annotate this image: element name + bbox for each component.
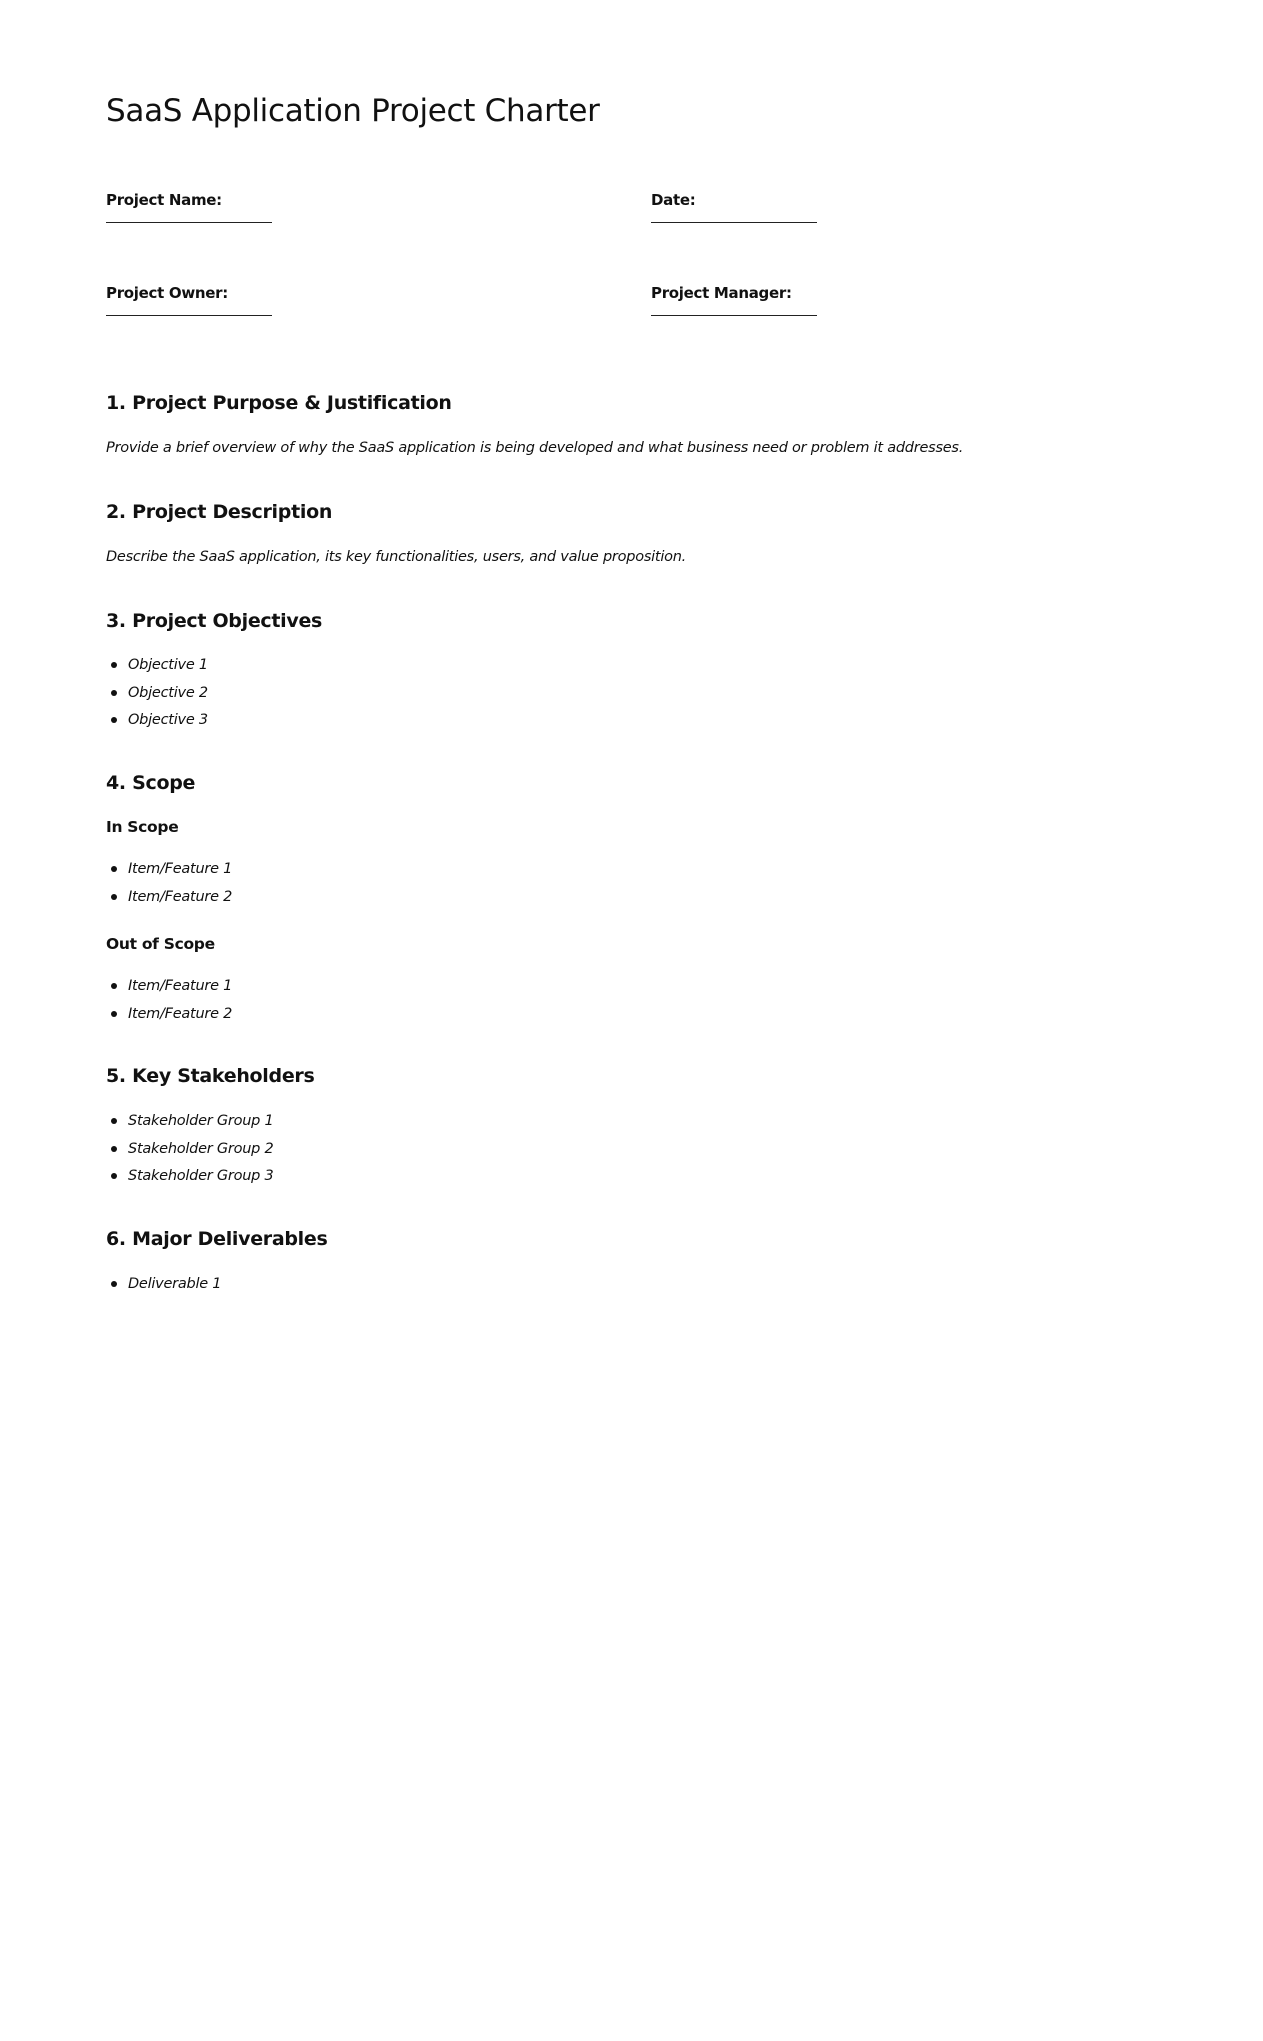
bullet-icon [111,1173,117,1179]
list-item [106,710,208,738]
date-field [651,190,951,223]
list-item-text: Item/Feature 1 [128,978,233,994]
section-heading-description: 2. Project Description [106,501,333,523]
section-heading-stakeholders: 5. Key Stakeholders [106,1065,315,1087]
bullet-icon [111,717,117,723]
project-name-blank-line[interactable] [106,222,272,223]
list-item-text: Stakeholder Group 1 [128,1113,274,1129]
date-blank-line[interactable] [651,222,817,223]
bullet-icon [111,1281,117,1287]
out-of-scope-list [106,976,232,1031]
list-item-text: Item/Feature 2 [128,888,233,905]
in-scope-list [106,859,232,914]
bullet-icon [111,1011,117,1017]
project-manager-label: Project Manager: [651,284,792,302]
subheading-out-of-scope: Out of Scope [106,935,215,953]
list-item-text: Deliverable 1 [128,1276,222,1292]
list-item [106,887,232,915]
list-item [106,859,232,887]
subheading-in-scope: In Scope [106,818,179,836]
section-heading-deliverables: 6. Major Deliverables [106,1228,328,1250]
project-name-label: Project Name: [106,191,222,209]
list-item-text: Objective 1 [128,657,208,673]
list-item-text: Objective 3 [128,712,208,728]
section-heading-scope: 4. Scope [106,772,196,794]
bullet-icon [111,866,117,872]
list-item [106,1166,273,1194]
project-manager-blank-line[interactable] [651,315,817,316]
section-heading-objectives: 3. Project Objectives [106,610,323,632]
project-owner-field [106,283,406,316]
page-title: SaaS Application Project Charter [106,93,600,129]
list-item [106,1274,221,1302]
list-item [106,655,208,683]
bullet-icon [111,894,117,900]
list-item [106,1139,273,1167]
deliverables-list [106,1274,221,1302]
list-item [106,1004,232,1032]
project-name-field [106,190,406,223]
list-item [106,1111,273,1139]
stakeholders-list [106,1111,273,1194]
bullet-icon [111,983,117,989]
bullet-icon [111,690,117,696]
bullet-icon [111,1118,117,1124]
bullet-icon [111,1146,117,1152]
list-item-text: Stakeholder Group 3 [128,1168,274,1184]
section-text-description: Describe the SaaS application, its key functionalities, users, and value proposition. [106,549,687,565]
list-item [106,976,232,1004]
list-item [106,683,208,711]
section-text-purpose: Provide a brief overview of why the SaaS application is being developed and what business need or problem it addresses. [106,440,964,456]
objectives-list [106,655,208,738]
project-owner-blank-line[interactable] [106,315,272,316]
list-item-text: Item/Feature 1 [128,861,233,877]
section-heading-purpose: 1. Project Purpose & Justification [106,392,452,414]
date-label: Date: [651,191,696,209]
list-item-text: Stakeholder Group 2 [128,1140,274,1157]
project-manager-field [651,283,951,316]
project-owner-label: Project Owner: [106,284,228,302]
list-item-text: Objective 2 [128,684,208,701]
list-item-text: Item/Feature 2 [128,1005,233,1022]
bullet-icon [111,662,117,668]
